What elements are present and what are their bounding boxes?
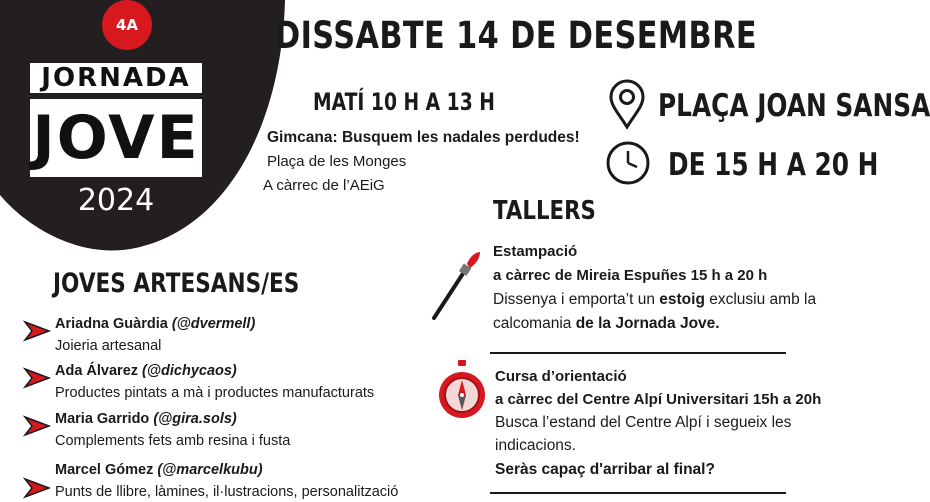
- arrow-right-icon: [24, 416, 50, 436]
- workshop-orienteering-subtitle: a càrrec del Centre Alpí Universitari 15h a 20h: [495, 391, 822, 408]
- artisan-description: Complements fets amb resina i fusta: [55, 433, 291, 449]
- workshop-orienteering-desc-line2: indicacions.: [495, 437, 576, 454]
- arrow-right-icon: [24, 368, 50, 388]
- workshop-stamping-title: Estampació: [493, 243, 578, 260]
- arrow-right-icon: [24, 478, 50, 498]
- gimcana-organizer: A càrrec de l’AEiG: [263, 177, 385, 194]
- compass-icon: [437, 358, 487, 422]
- artisan-description: Punts de llibre, làmines, il·lustracions, personalització: [55, 484, 399, 500]
- event-date-heading: DISSABTE 14 DE DESEMBRE: [275, 14, 757, 57]
- logo-title-line1: JORNADA: [30, 63, 202, 93]
- map-pin-icon: [607, 80, 647, 130]
- paintbrush-icon: [430, 250, 482, 322]
- artisan-name: Ada Álvarez (@dichycaos): [55, 363, 237, 379]
- time-text: DE 15 H A 20 H: [668, 147, 879, 183]
- workshop-stamping-subtitle: a càrrec de Mireia Espuñes 15 h a 20 h: [493, 267, 768, 284]
- logo-title-line2: JOVE: [30, 99, 202, 177]
- divider: [490, 352, 786, 354]
- clock-icon: [605, 140, 651, 186]
- workshop-orienteering-question: Seràs capaç d'arribar al final?: [495, 461, 715, 478]
- artisan-name: Marcel Gómez (@marcelkubu): [55, 462, 263, 478]
- artisan-name: Ariadna Guàrdia (@dvermell): [55, 316, 256, 332]
- logo-year: 2024: [77, 183, 155, 218]
- logo-badge: 4A: [115, 16, 139, 34]
- artisan-name: Maria Garrido (@gira.sols): [55, 411, 237, 427]
- divider: [490, 492, 786, 494]
- artisans-heading: JOVES ARTESANS/ES: [53, 268, 300, 299]
- morning-heading: MATÍ 10 H A 13 H: [313, 88, 495, 116]
- workshop-stamping-desc-line1: Dissenya i emporta’t un estoig exclusiu amb la: [493, 291, 817, 308]
- artisan-description: Productes pintats a mà i productes manufacturats: [55, 385, 375, 401]
- gimcana-place: Plaça de les Monges: [267, 153, 407, 170]
- workshops-heading: TALLERS: [493, 196, 596, 226]
- workshop-orienteering-title: Cursa d’orientació: [495, 368, 627, 385]
- gimcana-title: Gimcana: Busquem les nadales perdudes!: [267, 129, 580, 146]
- workshop-orienteering-desc-line1: Busca l’estand del Centre Alpí i segueix les: [495, 414, 792, 431]
- arrow-right-icon: [24, 321, 50, 341]
- workshop-stamping-desc-line2: calcomania de la Jornada Jove.: [493, 315, 720, 332]
- artisan-description: Joieria artesanal: [55, 338, 162, 354]
- location-text: PLAÇA JOAN SANSA: [658, 88, 930, 124]
